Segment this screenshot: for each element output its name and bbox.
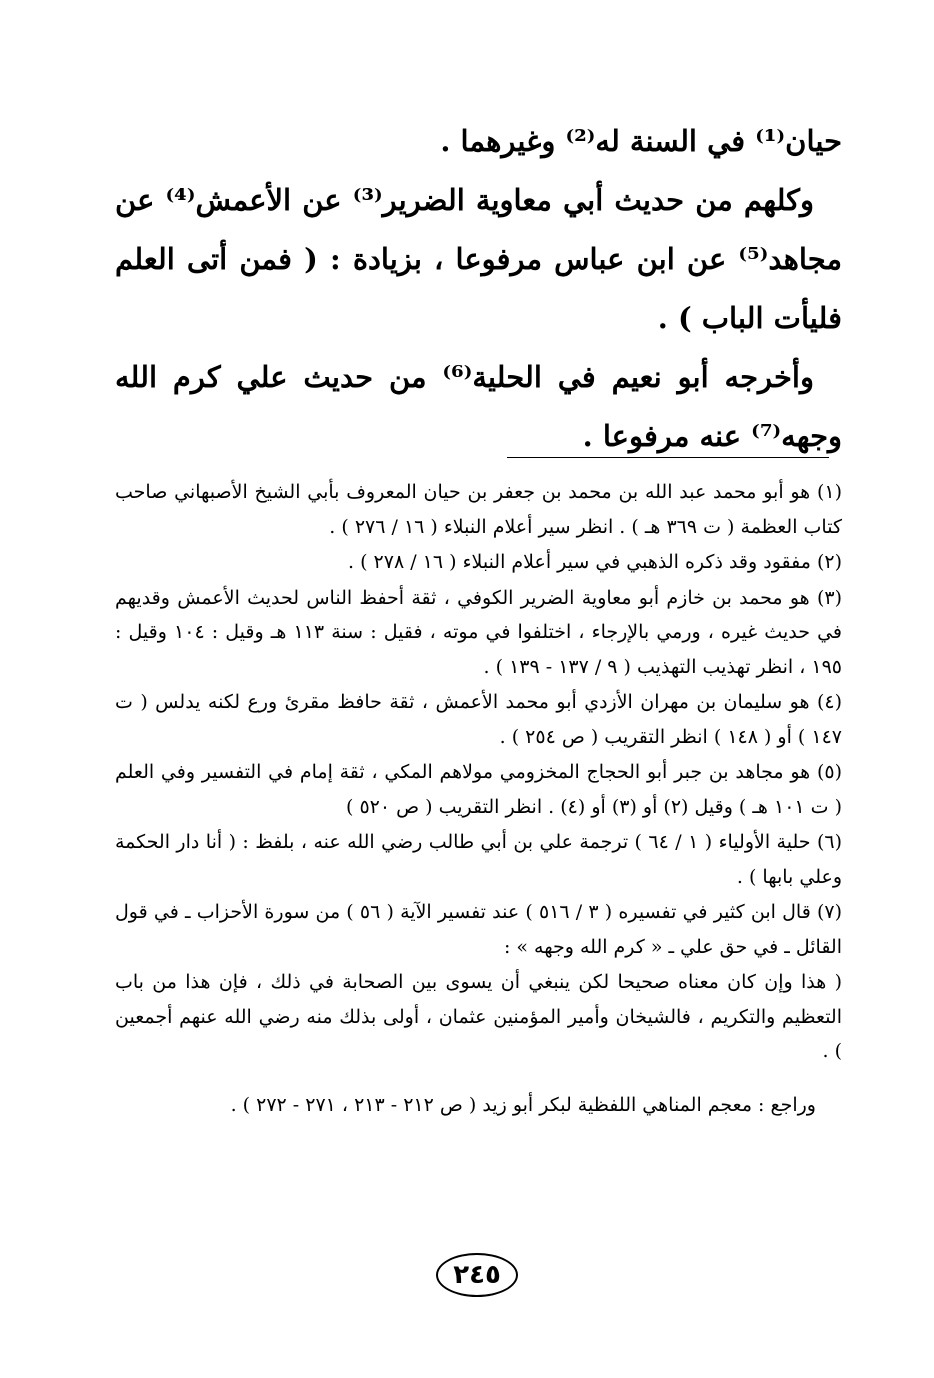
paragraph-3: وأخرجه أبو نعيم في الحلية⁽⁶⁾ من حديث علي كرم الله وجهه⁽⁷⁾ عنه مرفوعا . — [115, 360, 842, 453]
page-number: ٢٤٥ — [436, 1253, 518, 1297]
footnote-7-quote: ( هذا وإن كان معناه صحيحا لكن ينبغي أن يسوى بين الصحابة في ذلك ، فإن هذا من باب التعظيم والتكريم ، فالشيخان وأمير المؤمنين عثمان ، أولى بذلك منه رضي الله عنهم أجمعين ) . — [115, 971, 842, 1062]
main-text — [115, 112, 842, 466]
footnote-3: (٣) هو محمد بن خازم أبو معاوية الضرير الكوفي ، ثقة أحفظ الناس لحديث الأعمش وقديهم في حديث غيره ، ورمي بالإرجاء ، اختلفوا في موته ، فقيل : سنة ١١٣ هـ وقيل : ١٠٤ وقيل : ١٩٥ ، انظر تهذيب التهذيب ( ٩ / ١٣٧ - ١٣٩ ) . — [115, 586, 842, 678]
footnote-separator — [507, 457, 829, 458]
footnote-2: (٢) مفقود وقد ذكره الذهبي في سير أعلام النبلاء ( ١٦ / ٢٧٨ ) . — [348, 551, 842, 573]
footnote-5: (٥) هو مجاهد بن جبر أبو الحجاج المخزومي مولاهم المكي ، ثقة إمام في التفسير وفي العلم ( ت ١٠١ هـ ) وقيل (٢) أو (٣) أو (٤) . انظر التقريب ( ص ٥٢٠ ) — [115, 761, 842, 818]
footnote-1: (١) هو أبو محمد عبد الله بن محمد بن جعفر بن حيان المعروف بأبي الشيخ الأصبهاني صاحب كتاب العظمة ( ت ٣٦٩ هـ ) . انظر سير أعلام النبلاء ( ١٦ / ٢٧٦ ) . — [115, 481, 842, 538]
footnote-4: (٤) هو سليمان بن مهران الأزدي أبو محمد الأعمش ، ثقة حافظ مقرئ ورع لكنه يدلس ( ت ١٤٧ ) أو ( ١٤٨ ) انظر التقريب ( ص ٢٥٤ ) . — [115, 691, 842, 748]
footnote-7-reference: وراجع : معجم المناهي اللفظية لبكر أبو زيد ( ص ٢١٢ - ٢١٣ ، ٢٧١ - ٢٧٢ ) . — [230, 1093, 816, 1116]
footnotes — [115, 475, 842, 1141]
footnote-7: (٧) قال ابن كثير في تفسيره ( ٣ / ٥١٦ ) عند تفسير الآية ( ٥٦ ) من سورة الأحزاب ـ في قول القائل ـ في حق علي ـ « كرم الله وجهه » : — [115, 901, 843, 958]
paragraph-1: حيان⁽¹⁾ في السنة له⁽²⁾ وغيرهما . — [440, 124, 842, 158]
paragraph-2: وكلهم من حديث أبي معاوية الضرير⁽³⁾ عن الأعمش⁽⁴⁾ عن مجاهد⁽⁵⁾ عن ابن عباس مرفوعا ، بزيادة : ( فمن أتى العلم فليأت الباب ) . — [115, 183, 842, 335]
footnote-6: (٦) حلية الأولياء ( ١ / ٦٤ ) ترجمة علي بن أبي طالب رضي الله عنه ، بلفظ : ( أنا دار الحكمة وعلي بابها ) . — [115, 831, 843, 888]
